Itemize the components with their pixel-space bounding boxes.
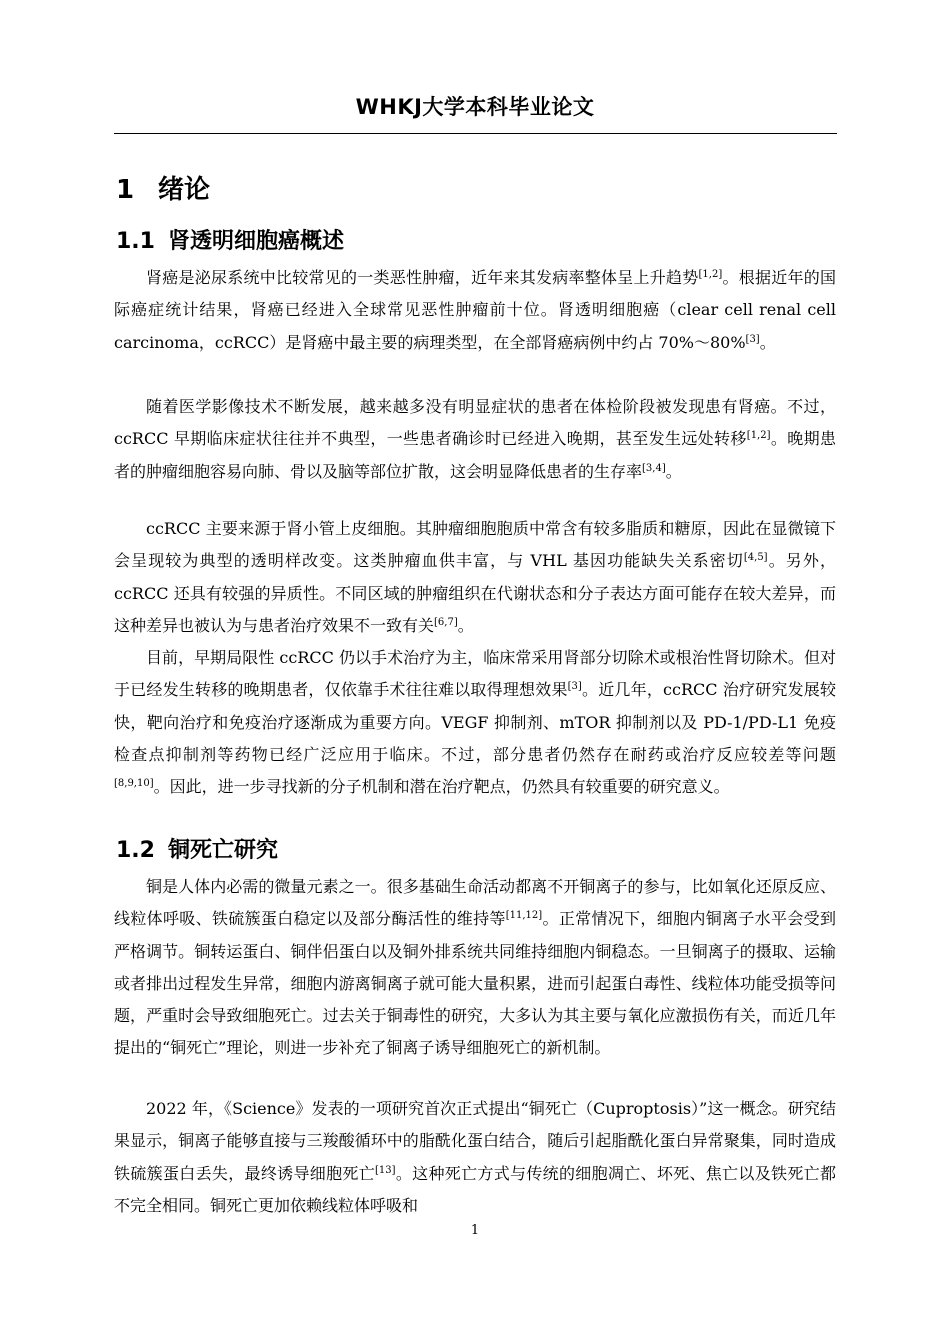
- section-heading: [116, 836, 278, 866]
- running-header: WHKJ大学本科毕业论文: [355, 95, 595, 119]
- paragraph: 铜是人体内必需的微量元素之一。很多基础生命活动都离不开铜离子的参与，比如氧化还原反应、线粒体呼吸、铁硫簇蛋白稳定以及部分酶活性的维持等[11,12]。正常情况下，细胞内铜离子水平会受到严格调节。铜转运蛋白、铜伴侣蛋白以及铜外排系统共同维持细胞内铜稳态。一旦铜离子的摄取、运输或者排出过程发生异常，细胞内游离铜离子就可能大量积累，进而引起蛋白毒性、线粒体功能受损等问题，严重时会导致细胞死亡。过去关于铜毒性的研究，大多认为其主要与氧化应激损伤有关，而近几年提出的“铜死亡”理论，则进一步补充了铜离子诱导细胞死亡的新机制。: [114, 877, 836, 1058]
- paragraph: ccRCC 主要来源于肾小管上皮细胞。其肿瘤细胞胞质中常含有较多脂质和糖原，因此在显微镜下会呈现较为典型的透明样改变。这类肿瘤血供丰富，与 VHL 基因功能缺失关系密切[4,5]。另外，ccRCC 还具有较强的异质性。不同区域的肿瘤组织在代谢状态和分子表达方面可能存在较大差异，而这种差异也被认为与患者治疗效果不一致有关[6,7]。: [114, 519, 836, 635]
- page-number: 1: [470, 1223, 480, 1238]
- header-rule: [114, 133, 837, 134]
- section-number: 1.1: [116, 229, 155, 254]
- citation: [3]: [567, 681, 582, 693]
- citation: [11,12]: [505, 910, 543, 922]
- paragraph: 2022 年，《Science》发表的一项研究首次正式提出“铜死亡（Cuproptosis）”这一概念。研究结果显示，铜离子能够直接与三羧酸循环中的脂酰化蛋白结合，随后引起脂酰化蛋白异常聚集，同时造成铁硫簇蛋白丢失，最终诱导细胞死亡[13]。这种死亡方式与传统的细胞凋亡、坏死、焦亡以及铁死亡都不完全相同。铜死亡更加依赖线粒体呼吸和: [114, 1099, 836, 1215]
- paragraph: 肾癌是泌尿系统中比较常见的一类恶性肿瘤，近年来其发病率整体呈上升趋势[1,2]。根据近年的国际癌症统计结果，肾癌已经进入全球常见恶性肿瘤前十位。肾透明细胞癌（clear cell renal cell carcinoma，ccRCC）是肾癌中最主要的病理类型，在全部肾癌病例中约占 70%～80%[3]。: [114, 268, 836, 352]
- citation: [4,5]: [743, 552, 768, 564]
- section-number: 1.2: [116, 838, 155, 863]
- paragraph: 随着医学影像技术不断发展，越来越多没有明显症状的患者在体检阶段被发现患有肾癌。不过，ccRCC 早期临床症状往往并不典型，一些患者确诊时已经进入晚期，甚至发生远处转移[1,2]。晚期患者的肿瘤细胞容易向肺、骨以及脑等部位扩散，这会明显降低患者的生存率[3,4]。: [114, 397, 836, 481]
- citation: [3]: [745, 333, 760, 345]
- citation: [1,2]: [746, 430, 771, 442]
- citation: [6,7]: [434, 616, 458, 628]
- paragraph: 目前，早期局限性 ccRCC 仍以手术治疗为主，临床常采用肾部分切除术或根治性肾切除术。但对于已经发生转移的晚期患者，仅依靠手术往往难以取得理想效果[3]。近几年，ccRCC 治疗研究发展较快，靶向治疗和免疫治疗逐渐成为重要方向。VEGF 抑制剂、mTOR 抑制剂以及 PD-1/PD-L1 免疫检查点抑制剂等药物已经广泛应用于临床。不过，部分患者仍然存在耐药或治疗反应较差等问题[8,9,10]。因此，进一步寻找新的分子机制和潜在治疗靶点，仍然具有较重要的研究意义。: [114, 648, 836, 797]
- section-heading: [116, 227, 344, 257]
- citation: [1,2]: [698, 269, 723, 280]
- citation: [3,4]: [642, 462, 666, 474]
- citation: [13]: [375, 1164, 396, 1176]
- chapter-number: 1: [116, 175, 135, 205]
- section-title: 肾透明细胞癌概述: [168, 229, 345, 254]
- chapter-title: 绪论: [158, 175, 211, 205]
- section-title: 铜死亡研究: [168, 838, 279, 863]
- citation: [8,9,10]: [114, 778, 154, 790]
- chapter-heading: [116, 172, 210, 208]
